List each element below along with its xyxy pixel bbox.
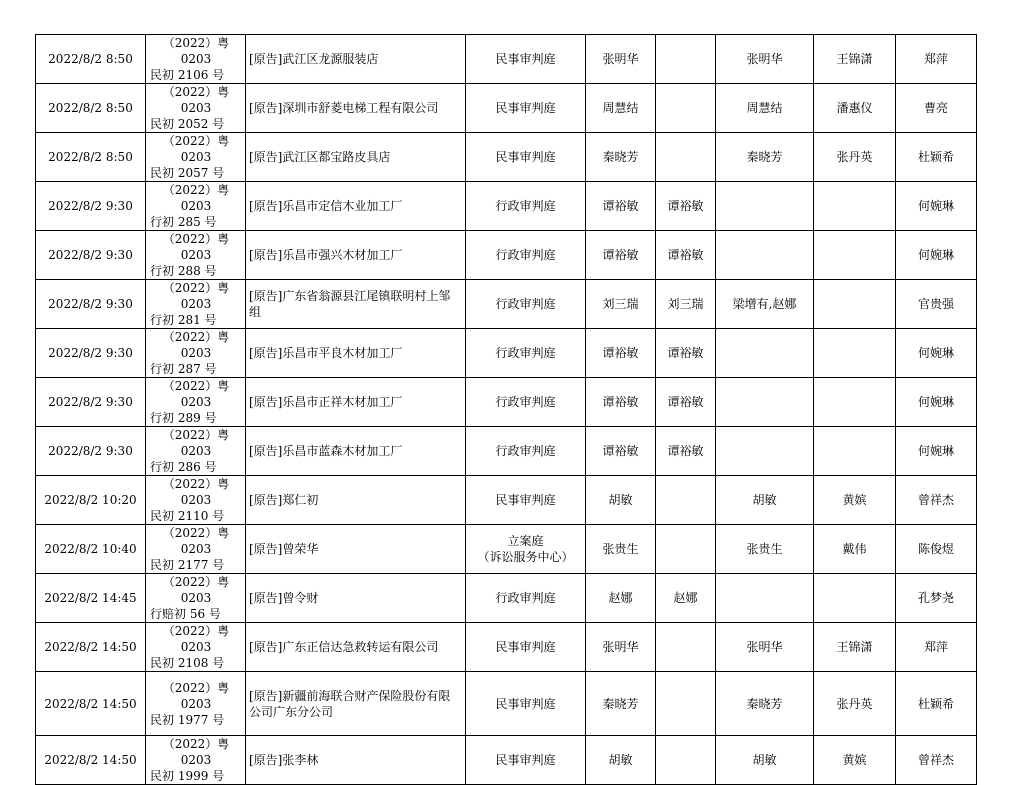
- case-number-line1: （2022）粤 0203: [162, 232, 230, 262]
- presiding-judge: [716, 329, 814, 378]
- court-clerk: 何婉琳: [896, 182, 977, 231]
- judge-name: 胡敏: [586, 476, 656, 525]
- case-number-line1: （2022）粤 0203: [162, 85, 230, 115]
- case-number: [146, 329, 246, 378]
- party-name: [原告]乐昌市平良木材加工厂: [246, 329, 466, 378]
- case-number: [146, 736, 246, 785]
- panel-member: [656, 736, 716, 785]
- judge-name: 张明华: [586, 35, 656, 84]
- court-clerk: 官贵强: [896, 280, 977, 329]
- party-name: [原告]曾荣华: [246, 525, 466, 574]
- presiding-judge: [716, 427, 814, 476]
- judge-name: 谭裕敏: [586, 329, 656, 378]
- table-row: [36, 623, 977, 672]
- court-division: 行政审判庭: [466, 329, 586, 378]
- judge-name: 张明华: [586, 623, 656, 672]
- case-number-line1: （2022）粤 0203: [162, 330, 230, 360]
- case-number-line2: 行赔初 56 号: [150, 607, 221, 621]
- table-row: [36, 574, 977, 623]
- court-clerk: 曾祥杰: [896, 476, 977, 525]
- hearing-datetime: 2022/8/2 10:40: [36, 525, 146, 574]
- case-number-line1: （2022）粤 0203: [162, 36, 230, 66]
- case-number: [146, 672, 246, 736]
- court-division: 行政审判庭: [466, 280, 586, 329]
- case-number: [146, 182, 246, 231]
- judge-name: 刘三瑞: [586, 280, 656, 329]
- case-number-line2: 民初 1977 号: [150, 712, 225, 727]
- court-clerk: 陈俊煜: [896, 525, 977, 574]
- presiding-judge: 张贵生: [716, 525, 814, 574]
- party-name: [原告]广东正信达急救转运有限公司: [246, 623, 466, 672]
- table-row: [36, 35, 977, 84]
- case-number: [146, 427, 246, 476]
- hearing-datetime: 2022/8/2 8:50: [36, 133, 146, 182]
- court-division-line1: 立案庭: [507, 534, 544, 548]
- court-clerk: 杜颖希: [896, 672, 977, 736]
- case-number: [146, 133, 246, 182]
- case-number-line1: （2022）粤 0203: [162, 526, 230, 556]
- court-clerk: 郑萍: [896, 35, 977, 84]
- table-row: [36, 133, 977, 182]
- hearing-datetime: 2022/8/2 14:50: [36, 623, 146, 672]
- table-row: [36, 427, 977, 476]
- court-clerk: 孔梦尧: [896, 574, 977, 623]
- party-name: [原告]乐昌市强兴木材加工厂: [246, 231, 466, 280]
- presiding-judge: 秦晓芳: [716, 133, 814, 182]
- case-number-line2: 行初 286 号: [150, 460, 217, 474]
- case-number-line1: （2022）粤 0203: [162, 281, 230, 311]
- case-number-line1: （2022）粤 0203: [162, 477, 230, 507]
- judge-assistant: 戴伟: [814, 525, 896, 574]
- case-number-line2: 行初 285 号: [150, 215, 217, 229]
- table-row: [36, 231, 977, 280]
- court-division: 民事审判庭: [466, 84, 586, 133]
- hearing-datetime: 2022/8/2 9:30: [36, 329, 146, 378]
- panel-member: [656, 525, 716, 574]
- hearing-datetime: 2022/8/2 9:30: [36, 182, 146, 231]
- judge-assistant: 潘惠仪: [814, 84, 896, 133]
- court-division: 民事审判庭: [466, 672, 586, 736]
- judge-assistant: 王锦潇: [814, 35, 896, 84]
- court-division: 行政审判庭: [466, 427, 586, 476]
- party-name: [原告]乐昌市正祥木材加工厂: [246, 378, 466, 427]
- judge-assistant: [814, 427, 896, 476]
- case-number-line1: （2022）粤 0203: [162, 134, 230, 164]
- case-number-line2: 民初 2177 号: [150, 558, 225, 572]
- case-number-line2: 民初 2106 号: [150, 68, 225, 82]
- judge-name: 胡敏: [586, 736, 656, 785]
- table-row: [36, 280, 977, 329]
- case-number: [146, 476, 246, 525]
- judge-assistant: [814, 280, 896, 329]
- judge-name: 张贵生: [586, 525, 656, 574]
- judge-name: 谭裕敏: [586, 427, 656, 476]
- judge-name: 秦晓芳: [586, 133, 656, 182]
- case-number-line2: 行初 289 号: [150, 411, 217, 425]
- hearing-schedule-table: [35, 34, 977, 785]
- panel-member: 赵娜: [656, 574, 716, 623]
- case-number-line2: 行初 287 号: [150, 362, 217, 376]
- party-name: [原告]乐昌市定信木业加工厂: [246, 182, 466, 231]
- judge-name: 赵娜: [586, 574, 656, 623]
- presiding-judge: 胡敏: [716, 736, 814, 785]
- case-number: [146, 84, 246, 133]
- table-row: [36, 525, 977, 574]
- court-division: 行政审判庭: [466, 182, 586, 231]
- panel-member: [656, 35, 716, 84]
- court-division: 民事审判庭: [466, 35, 586, 84]
- party-name: [原告]深圳市舒菱电梯工程有限公司: [246, 84, 466, 133]
- judge-name: 谭裕敏: [586, 378, 656, 427]
- table-row: [36, 182, 977, 231]
- judge-assistant: [814, 182, 896, 231]
- party-name: [原告]曾令财: [246, 574, 466, 623]
- presiding-judge: [716, 231, 814, 280]
- table-body: [36, 35, 977, 785]
- presiding-judge: 秦晓芳: [716, 672, 814, 736]
- case-number: [146, 623, 246, 672]
- hearing-datetime: 2022/8/2 8:50: [36, 84, 146, 133]
- presiding-judge: 张明华: [716, 623, 814, 672]
- judge-assistant: [814, 231, 896, 280]
- court-clerk: 曹亮: [896, 84, 977, 133]
- table-row: [36, 476, 977, 525]
- hearing-datetime: 2022/8/2 8:50: [36, 35, 146, 84]
- table-row: [36, 84, 977, 133]
- presiding-judge: [716, 182, 814, 231]
- court-clerk: 曾祥杰: [896, 736, 977, 785]
- table-row: [36, 672, 977, 736]
- case-number-line1: （2022）粤 0203: [162, 624, 230, 654]
- party-name: [原告]郑仁初: [246, 476, 466, 525]
- court-division: [466, 525, 586, 574]
- court-division: 民事审判庭: [466, 623, 586, 672]
- case-number-line1: （2022）粤 0203: [162, 183, 230, 213]
- court-division: 行政审判庭: [466, 231, 586, 280]
- presiding-judge: 梁增有,赵娜: [716, 280, 814, 329]
- judge-assistant: 张丹英: [814, 672, 896, 736]
- hearing-datetime: 2022/8/2 14:45: [36, 574, 146, 623]
- judge-assistant: [814, 378, 896, 427]
- presiding-judge: [716, 378, 814, 427]
- panel-member: 谭裕敏: [656, 427, 716, 476]
- hearing-datetime: 2022/8/2 10:20: [36, 476, 146, 525]
- table-row: [36, 736, 977, 785]
- case-number: [146, 378, 246, 427]
- presiding-judge: [716, 574, 814, 623]
- court-division: 民事审判庭: [466, 133, 586, 182]
- presiding-judge: 张明华: [716, 35, 814, 84]
- case-number-line2: 民初 2108 号: [150, 656, 225, 670]
- panel-member: 谭裕敏: [656, 231, 716, 280]
- court-clerk: 郑萍: [896, 623, 977, 672]
- case-number: [146, 574, 246, 623]
- case-number-line2: 行初 288 号: [150, 264, 217, 278]
- court-clerk: 何婉琳: [896, 329, 977, 378]
- court-division: 行政审判庭: [466, 378, 586, 427]
- case-number: [146, 280, 246, 329]
- court-clerk: 何婉琳: [896, 231, 977, 280]
- table-row: [36, 329, 977, 378]
- hearing-datetime: 2022/8/2 9:30: [36, 378, 146, 427]
- court-clerk: 何婉琳: [896, 427, 977, 476]
- judge-name: 秦晓芳: [586, 672, 656, 736]
- judge-assistant: [814, 574, 896, 623]
- judge-assistant: 王锦潇: [814, 623, 896, 672]
- judge-assistant: 张丹英: [814, 133, 896, 182]
- panel-member: [656, 133, 716, 182]
- case-number-line2: 行初 281 号: [150, 313, 217, 327]
- case-number-line1: （2022）粤 0203: [162, 680, 230, 711]
- court-division: 行政审判庭: [466, 574, 586, 623]
- party-name: [原告]张李林: [246, 736, 466, 785]
- panel-member: 谭裕敏: [656, 182, 716, 231]
- party-name: [原告]广东省翁源县江尾镇联明村上邹组: [246, 280, 466, 329]
- case-number-line1: （2022）粤 0203: [162, 737, 230, 767]
- judge-assistant: 黄嫔: [814, 736, 896, 785]
- judge-assistant: [814, 329, 896, 378]
- party-name: [原告]武江区都宝路皮具店: [246, 133, 466, 182]
- hearing-datetime: 2022/8/2 14:50: [36, 736, 146, 785]
- case-number: [146, 35, 246, 84]
- judge-assistant: 黄嫔: [814, 476, 896, 525]
- hearing-datetime: 2022/8/2 9:30: [36, 280, 146, 329]
- hearing-datetime: 2022/8/2 14:50: [36, 672, 146, 736]
- case-number-line2: 民初 2057 号: [150, 166, 225, 180]
- court-division-line2: （诉讼服务中心）: [477, 550, 574, 564]
- party-name: [原告]新疆前海联合财产保险股份有限公司广东分公司: [246, 672, 466, 736]
- panel-member: [656, 623, 716, 672]
- case-number: [146, 525, 246, 574]
- case-number-line2: 民初 1999 号: [150, 769, 225, 783]
- party-name: [原告]武江区龙源服装店: [246, 35, 466, 84]
- table-row: [36, 378, 977, 427]
- court-division: 民事审判庭: [466, 476, 586, 525]
- panel-member: 谭裕敏: [656, 329, 716, 378]
- panel-member: [656, 476, 716, 525]
- judge-name: 谭裕敏: [586, 231, 656, 280]
- court-division: 民事审判庭: [466, 736, 586, 785]
- presiding-judge: 胡敏: [716, 476, 814, 525]
- case-number: [146, 231, 246, 280]
- case-number-line2: 民初 2052 号: [150, 117, 225, 131]
- hearing-datetime: 2022/8/2 9:30: [36, 231, 146, 280]
- case-number-line1: （2022）粤 0203: [162, 428, 230, 458]
- hearing-schedule-sheet: [35, 34, 977, 785]
- court-clerk: 杜颖希: [896, 133, 977, 182]
- judge-name: 周慧结: [586, 84, 656, 133]
- hearing-datetime: 2022/8/2 9:30: [36, 427, 146, 476]
- case-number-line2: 民初 2110 号: [150, 509, 225, 523]
- presiding-judge: 周慧结: [716, 84, 814, 133]
- panel-member: 刘三瑞: [656, 280, 716, 329]
- panel-member: [656, 84, 716, 133]
- case-number-line1: （2022）粤 0203: [162, 379, 230, 409]
- case-number-line1: （2022）粤 0203: [162, 575, 230, 605]
- panel-member: [656, 672, 716, 736]
- party-name: [原告]乐昌市蓝森木材加工厂: [246, 427, 466, 476]
- court-clerk: 何婉琳: [896, 378, 977, 427]
- judge-name: 谭裕敏: [586, 182, 656, 231]
- panel-member: 谭裕敏: [656, 378, 716, 427]
